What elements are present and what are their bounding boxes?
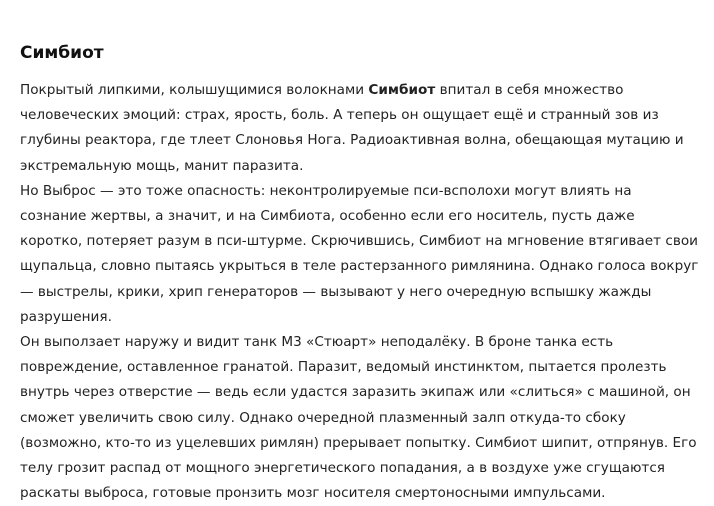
paragraph-3: Он выползает наружу и видит танк M3 «Стюарт» неподалёку. В броне танка есть повреждение, оставленное гранатой. Паразит, ведомый инстинктом, пытается пролезть внутрь через отверстие — ведь если удастся заразить экипаж или «слиться» с машиной, он сможет увеличить свою силу. Однако очередной плазменный залп откуда-то сбоку (возможно, кто-то из уцелевших римлян) прерывает попытку. Симбиот шипит, отпрянув. Его телу грозит распад от мощного энергетического попадания, а в воздухе уже сгущаются раскаты выброса, готовые пронзить мозг носителя смертоносными импульсами. [20, 334, 697, 502]
article [20, 40, 700, 506]
paragraph-1-text-start: Покрытый липкими, колышущимися волокнами [20, 82, 369, 98]
paragraph-1-text-end: впитал в себя множество человеческих эмоций: страх, ярость, боль. А теперь он ощущает ещё и странный зов из глубины реактора, где тлеет Слоновья Нога. Радиоактивная волна, обещающая мутацию и экстремальную мощь, манит паразита. [20, 82, 684, 174]
paragraph-1-bold-name: Симбиот [368, 82, 436, 98]
paragraph-2: Но Выброс — это тоже опасность: неконтролируемые пси-всполохи могут влиять на сознание жертвы, а значит, и на Симбиота, особенно если его носитель, пусть даже коротко, потеряет разум в пси-штурме. Скрючившись, Симбиот на мгновение втягивает свои щупальца, словно пытаясь укрыться в теле растерзанного римлянина. Однако голоса вокруг — выстрелы, крики, хрип генераторов — вызывают у него очередную вспышку жажды разрушения. [20, 182, 699, 325]
paragraph-1 [20, 78, 700, 179]
article-title: Симбиот [20, 43, 104, 63]
